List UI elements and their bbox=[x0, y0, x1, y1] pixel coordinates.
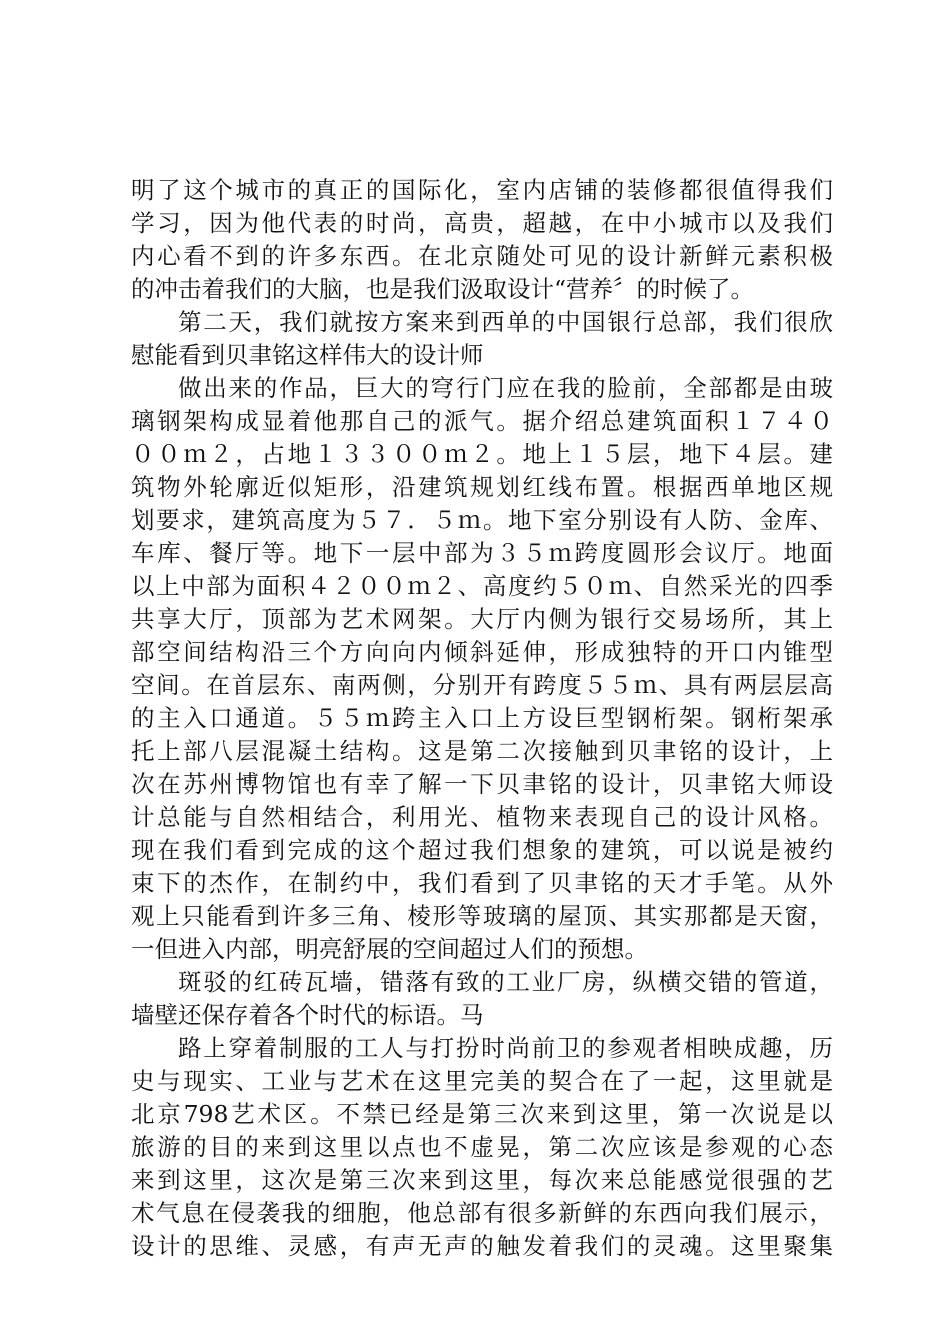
text-line: 计总能与自然相结合，利用光、植物来表现自己的设计风格。 bbox=[131, 803, 833, 831]
body-text bbox=[131, 174, 833, 1263]
text-line: 筑物外轮廓近似矩形，沿建筑规划红线布置。根据西单地区规 bbox=[131, 473, 833, 501]
text-line: 慰能看到贝聿铭这样伟大的设计师 bbox=[131, 341, 484, 369]
text-line: 璃钢架构成显着他那自己的派气。据介绍总建筑面积１７４０ bbox=[131, 407, 833, 435]
text-line: 划要求，建筑高度为５７．５ｍ。地下室分别设有人防、金库、 bbox=[131, 506, 833, 534]
text-line: 次在苏州博物馆也有幸了解一下贝聿铭的设计，贝聿铭大师设 bbox=[131, 770, 833, 798]
text-line: 墙壁还保存着各个时代的标语。马 bbox=[131, 1001, 484, 1029]
text-line: 第二天，我们就按方案来到西单的中国银行总部，我们很欣 bbox=[178, 308, 833, 336]
text-line: 做出来的作品，巨大的穹行门应在我的脸前，全部都是由玻 bbox=[178, 374, 833, 402]
text-line: 史与现实、工业与艺术在这里完美的契合在了一起，这里就是 bbox=[131, 1067, 833, 1095]
text-line: 明了这个城市的真正的国际化，室内店铺的装修都很值得我们 bbox=[131, 176, 833, 204]
text-line: ００ｍ２，占地１３３００ｍ２。地上１５层，地下４层。建 bbox=[131, 440, 833, 468]
text-line: 共享大厅，顶部为艺术网架。大厅内侧为银行交易场所，其上 bbox=[131, 605, 833, 633]
text-line: 的主入口通道。５５ｍ跨主入口上方设巨型钢桁架。钢桁架承 bbox=[131, 704, 833, 732]
text-line: 现在我们看到完成的这个超过我们想象的建筑，可以说是被约 bbox=[131, 836, 833, 864]
text-line: 斑驳的红砖瓦墙，错落有致的工业厂房，纵横交错的管道， bbox=[178, 968, 833, 996]
text-line: 术气息在侵袭我的细胞，他总部有很多新鲜的东西向我们展示， bbox=[131, 1199, 833, 1227]
text-line: 车库、餐厅等。地下一层中部为３５ｍ跨度圆形会议厅。地面 bbox=[131, 539, 833, 567]
text-line: 一但进入内部，明亮舒展的空间超过人们的预想。 bbox=[131, 935, 648, 963]
text-line: 旅游的目的来到这里以点也不虚晃，第二次应该是参观的心态 bbox=[131, 1133, 833, 1161]
text-line: 北京798艺术区。不禁已经是第三次来到这里，第一次说是以 bbox=[131, 1100, 833, 1128]
text-line: 托上部八层混凝土结构。这是第二次接触到贝聿铭的设计，上 bbox=[131, 737, 833, 765]
text-line: 观上只能看到许多三角、棱形等玻璃的屋顶、其实那都是天窗， bbox=[131, 902, 833, 930]
text-line: 学习，因为他代表的时尚，高贵，超越，在中小城市以及我们 bbox=[131, 209, 833, 237]
text-line: 的冲击着我们的大脑，也是我们汲取设计“营养〞的时候了。 bbox=[131, 275, 755, 303]
text-line: 设计的思维、灵感，有声无声的触发着我们的灵魂。这里聚集 bbox=[131, 1232, 833, 1260]
text-line: 路上穿着制服的工人与打扮时尚前卫的参观者相映成趣，历 bbox=[178, 1034, 833, 1062]
text-line: 部空间结构沿三个方向向内倾斜延伸，形成独特的开口内锥型 bbox=[131, 638, 833, 666]
text-line: 以上中部为面积４２００ｍ２、高度约５０ｍ、自然采光的四季 bbox=[131, 572, 833, 600]
text-line: 内心看不到的许多东西。在北京随处可见的设计新鲜元素积极 bbox=[131, 242, 833, 270]
text-line: 来到这里，这次是第三次来到这里，每次来总能感觉很强的艺 bbox=[131, 1166, 833, 1194]
text-line: 束下的杰作，在制约中，我们看到了贝聿铭的天才手笔。从外 bbox=[131, 869, 833, 897]
text-line: 空间。在首层东、南两侧，分别开有跨度５５ｍ、具有两层层高 bbox=[131, 671, 833, 699]
